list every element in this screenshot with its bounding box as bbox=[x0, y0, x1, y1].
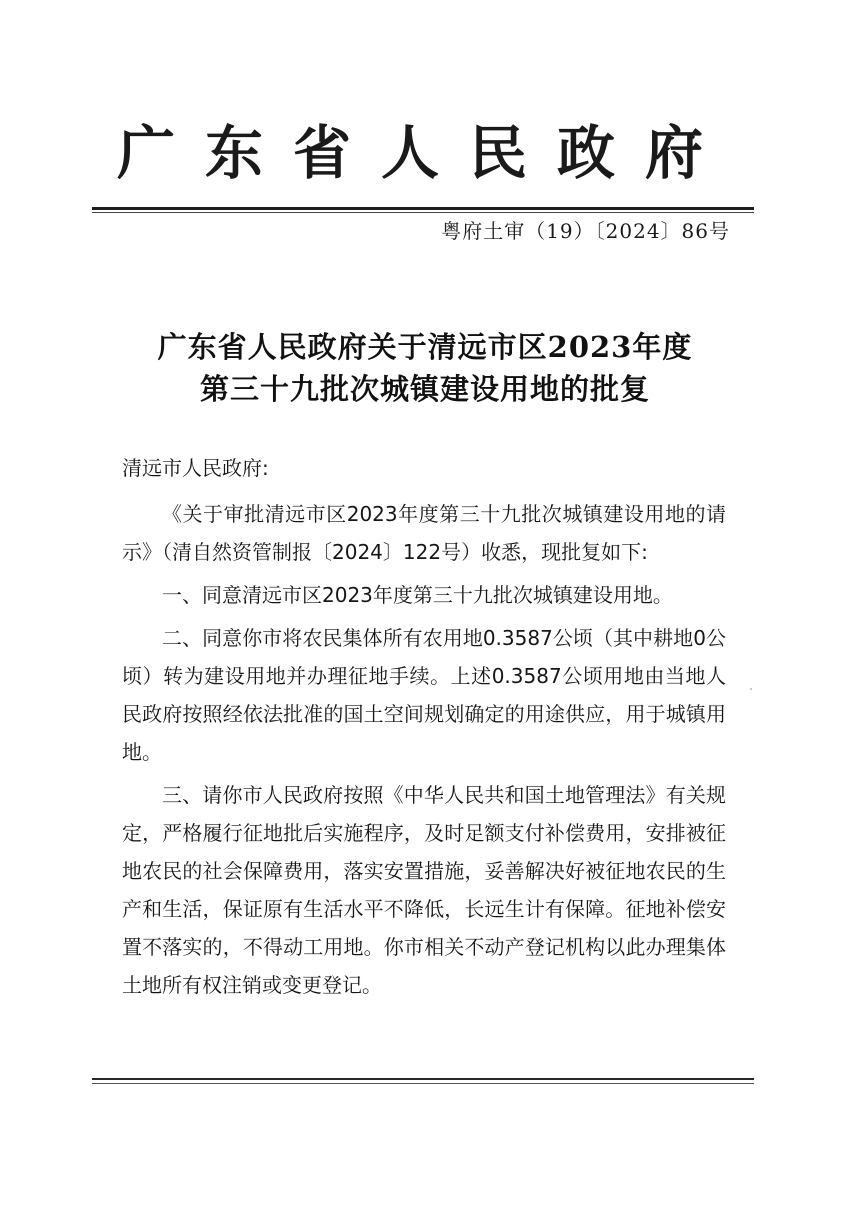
paragraph-item-1: 一、同意清远市区2023年度第三十九批次城镇建设用地。 bbox=[162, 583, 673, 607]
document-title bbox=[0, 326, 850, 410]
issuer-header: 广东省人民政府 bbox=[116, 119, 733, 187]
footer-rule-thin bbox=[92, 1083, 754, 1084]
title-line-1: 广东省人民政府关于清远市区2023年度 bbox=[157, 330, 693, 364]
paragraph-item-3: 三、请你市人民政府按照《中华人民共和国土地管理法》有关规定，严格履行征地批后实施程序，及时足额支付补偿费用，安排被征地农民的社会保障费用，落实安置措施，妥善解决好被征地农民的生产和生活，保证原有生活水平不降低，长远生计有保障。征地补偿安置不落实的，不得动工用地。你市相关不动产登记机构以此办理集体土地所有权注销或变更登记。 bbox=[122, 783, 726, 997]
scan-speck bbox=[750, 688, 752, 690]
document-body bbox=[122, 449, 726, 1009]
document-number: 粤府土审（19）〔2024〕86号 bbox=[441, 219, 730, 243]
footer-rule-thick bbox=[92, 1078, 754, 1080]
header-rule-thin bbox=[92, 212, 754, 213]
title-line-2: 第三十九批次城镇建设用地的批复 bbox=[199, 372, 650, 406]
header-rule-thick bbox=[92, 207, 754, 210]
paragraph-item-2: 二、同意你市将农民集体所有农用地0.3587公顷（其中耕地0公顷）转为建设用地并办理征地手续。上述0.3587公顷用地由当地人民政府按照经依法批准的国土空间规划确定的用途供应，用于城镇用地。 bbox=[122, 626, 726, 764]
addressee: 清远市人民政府: bbox=[122, 456, 269, 480]
paragraph-request-reference: 《关于审批清远市区2023年度第三十九批次城镇建设用地的请示》（清自然资管制报〔2024〕122号）收悉，现批复如下: bbox=[122, 502, 726, 564]
